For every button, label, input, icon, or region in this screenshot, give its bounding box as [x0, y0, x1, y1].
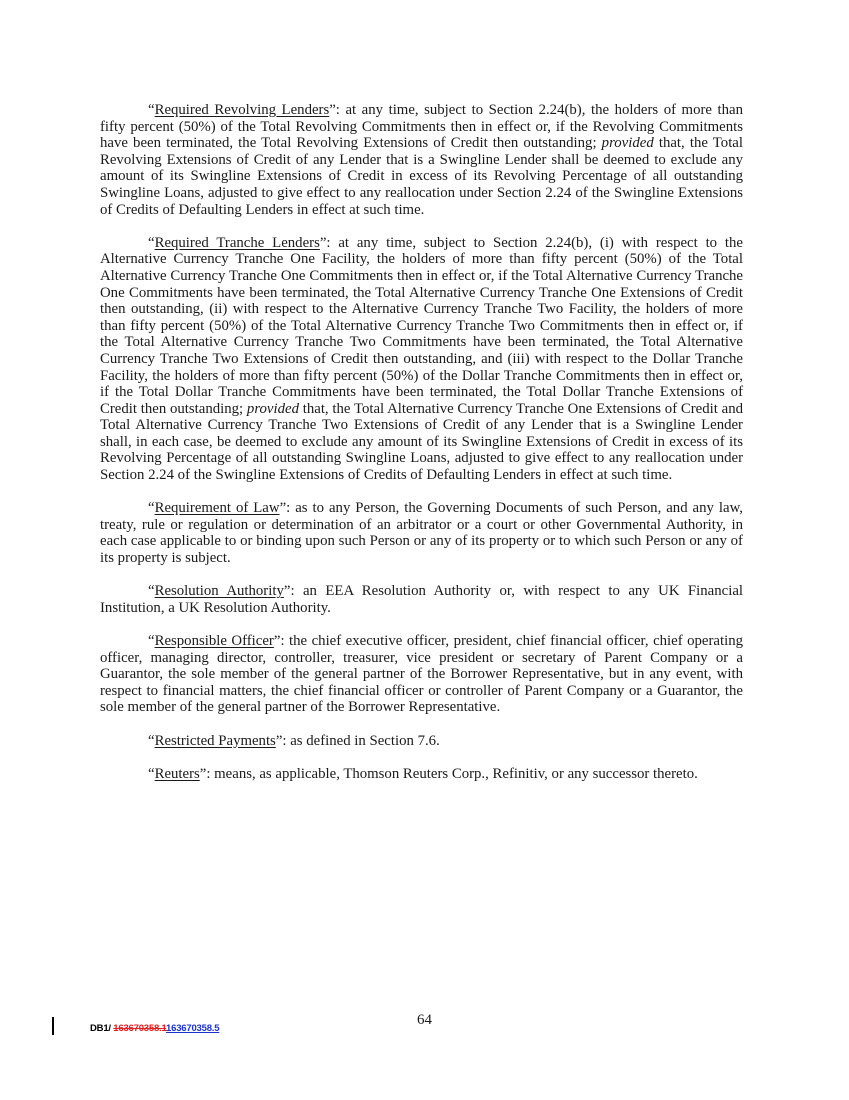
open-quote: “	[148, 102, 155, 118]
page-number: 64	[417, 1012, 432, 1028]
definition-text: : at any time, subject to Section 2.24(b), the holders of more than fifty percent (50%) of the Total Revolving Commitments then in effect or, if the Revolving Commitments have been terminated, the Total Revolving Extensions of Credit then outstanding;	[100, 102, 743, 152]
document-id	[90, 1023, 219, 1034]
defined-term: Reuters	[154, 765, 200, 782]
definition-text-rest: that, the Total Revolving Extensions of Credit of any Lender that is a Swingline Lender shall be deemed to exclude any amount of its Swingline Extensions of Credit in excess of its Revolving Percentage of all outstanding Swingline Loans, adjusted to give effect to any reallocation under Section 2.24 of the Swingline Extensions of Credits of Defaulting Lenders in effect at such time.	[100, 135, 743, 218]
open-quote: “	[148, 583, 155, 600]
definition-text: : means, as applicable, Thomson Reuters Corp., Refinitiv, or any successor thereto.	[206, 765, 698, 782]
doc-id-deleted: 163670358.1	[113, 1023, 167, 1034]
definition-resolution-authority	[100, 583, 743, 616]
definition-text: : the chief executive officer, president, chief financial officer, chief operating officer, managing director, controller, treasurer, vice president or secretary of Parent Company or a Guarantor, the sole member of the general partner of the Borrower Representative, but in any event, with respect to financial matters, the chief financial officer or controller of Parent Company or a Guarantor, the sole member of the general partner of the Borrower Representative.	[100, 633, 743, 716]
close-quote: ”	[329, 102, 336, 118]
defined-term: Requirement of Law	[154, 500, 280, 517]
open-quote: “	[148, 633, 155, 649]
close-quote: ”	[283, 583, 291, 600]
defined-term: Responsible Officer	[154, 633, 274, 649]
definition-reuters	[100, 766, 743, 783]
definition-required-tranche-lenders	[100, 235, 743, 484]
open-quote: “	[148, 234, 155, 251]
close-quote: ”	[319, 234, 327, 251]
doc-id-prefix: DB1/	[90, 1023, 114, 1034]
definition-text: : as to any Person, the Governing Documents of such Person, and any law, treaty, rule or regulation or determination of an arbitrator or a court or other Governmental Authority, in each case applicable to or binding upon such Person or any of its property or to which such Person or any of its property is subject.	[100, 500, 743, 567]
definition-requirement-of-law	[100, 500, 743, 566]
defined-term: Required Revolving Lenders	[154, 102, 330, 118]
italic-proviso: provided	[246, 400, 299, 417]
doc-id-inserted: 163670358.5	[166, 1023, 220, 1034]
definition-restricted-payments	[100, 733, 743, 750]
revision-bar	[52, 1017, 54, 1035]
defined-term: Resolution Authority	[154, 583, 284, 600]
document-body	[100, 102, 743, 799]
close-quote: ”	[199, 765, 207, 782]
italic-proviso: provided	[601, 135, 654, 152]
open-quote: “	[148, 732, 155, 749]
definition-text-rest: that, the Total Alternative Currency Tranche One Extensions of Credit and Total Alternative Currency Tranche Two Extensions of Credit of any Lender that is a Swingline Lender shall, in each case, be deemed to exclude any amount of its Swingline Extensions of Credit in excess of its Revolving Percentage of all outstanding Swingline Loans, adjusted to give effect to any reallocation under Section 2.24 of the Swingline Extensions of Credits of Defaulting Lenders in effect at such time.	[100, 400, 743, 484]
open-quote: “	[148, 500, 155, 517]
definition-text: : an EEA Resolution Authority or, with respect to any UK Financial Institution, a UK Resolution Authority.	[100, 583, 743, 616]
close-quote: ”	[275, 732, 283, 749]
definition-text: : as defined in Section 7.6.	[282, 732, 440, 749]
defined-term: Restricted Payments	[154, 732, 276, 749]
close-quote: ”	[279, 500, 287, 517]
definition-responsible-officer	[100, 633, 743, 716]
open-quote: “	[148, 765, 155, 782]
definition-required-revolving-lenders	[100, 102, 743, 218]
definition-text: : at any time, subject to Section 2.24(b), (i) with respect to the Alternative Currency Tranche One Facility, the holders of more than fifty percent (50%) of the Total Alternative Currency Tranche One Commitments then in effect or, if the Total Alternative Currency Tranche One Commitments have been terminated, the Total Alternative Currency Tranche One Extensions of Credit then outstanding, (ii) with respect to the Alternative Currency Tranche Two Facility, the holders of more than fifty percent (50%) of the Total Alternative Currency Tranche Two Commitments then in effect or, if the Total Alternative Currency Tranche Two Commitments have been terminated, the Total Alternative Currency Tranche Two Extensions of Credit then outstanding, and (iii) with respect to the Dollar Tranche Facility, the holders of more than fifty percent (50%) of the Dollar Tranche Commitments then in effect or, if the Total Dollar Tranche Commitments have been terminated, the Total Dollar Tranche Extensions of Credit then outstanding;	[100, 234, 743, 417]
defined-term: Required Tranche Lenders	[154, 234, 320, 251]
close-quote: ”	[273, 633, 281, 649]
